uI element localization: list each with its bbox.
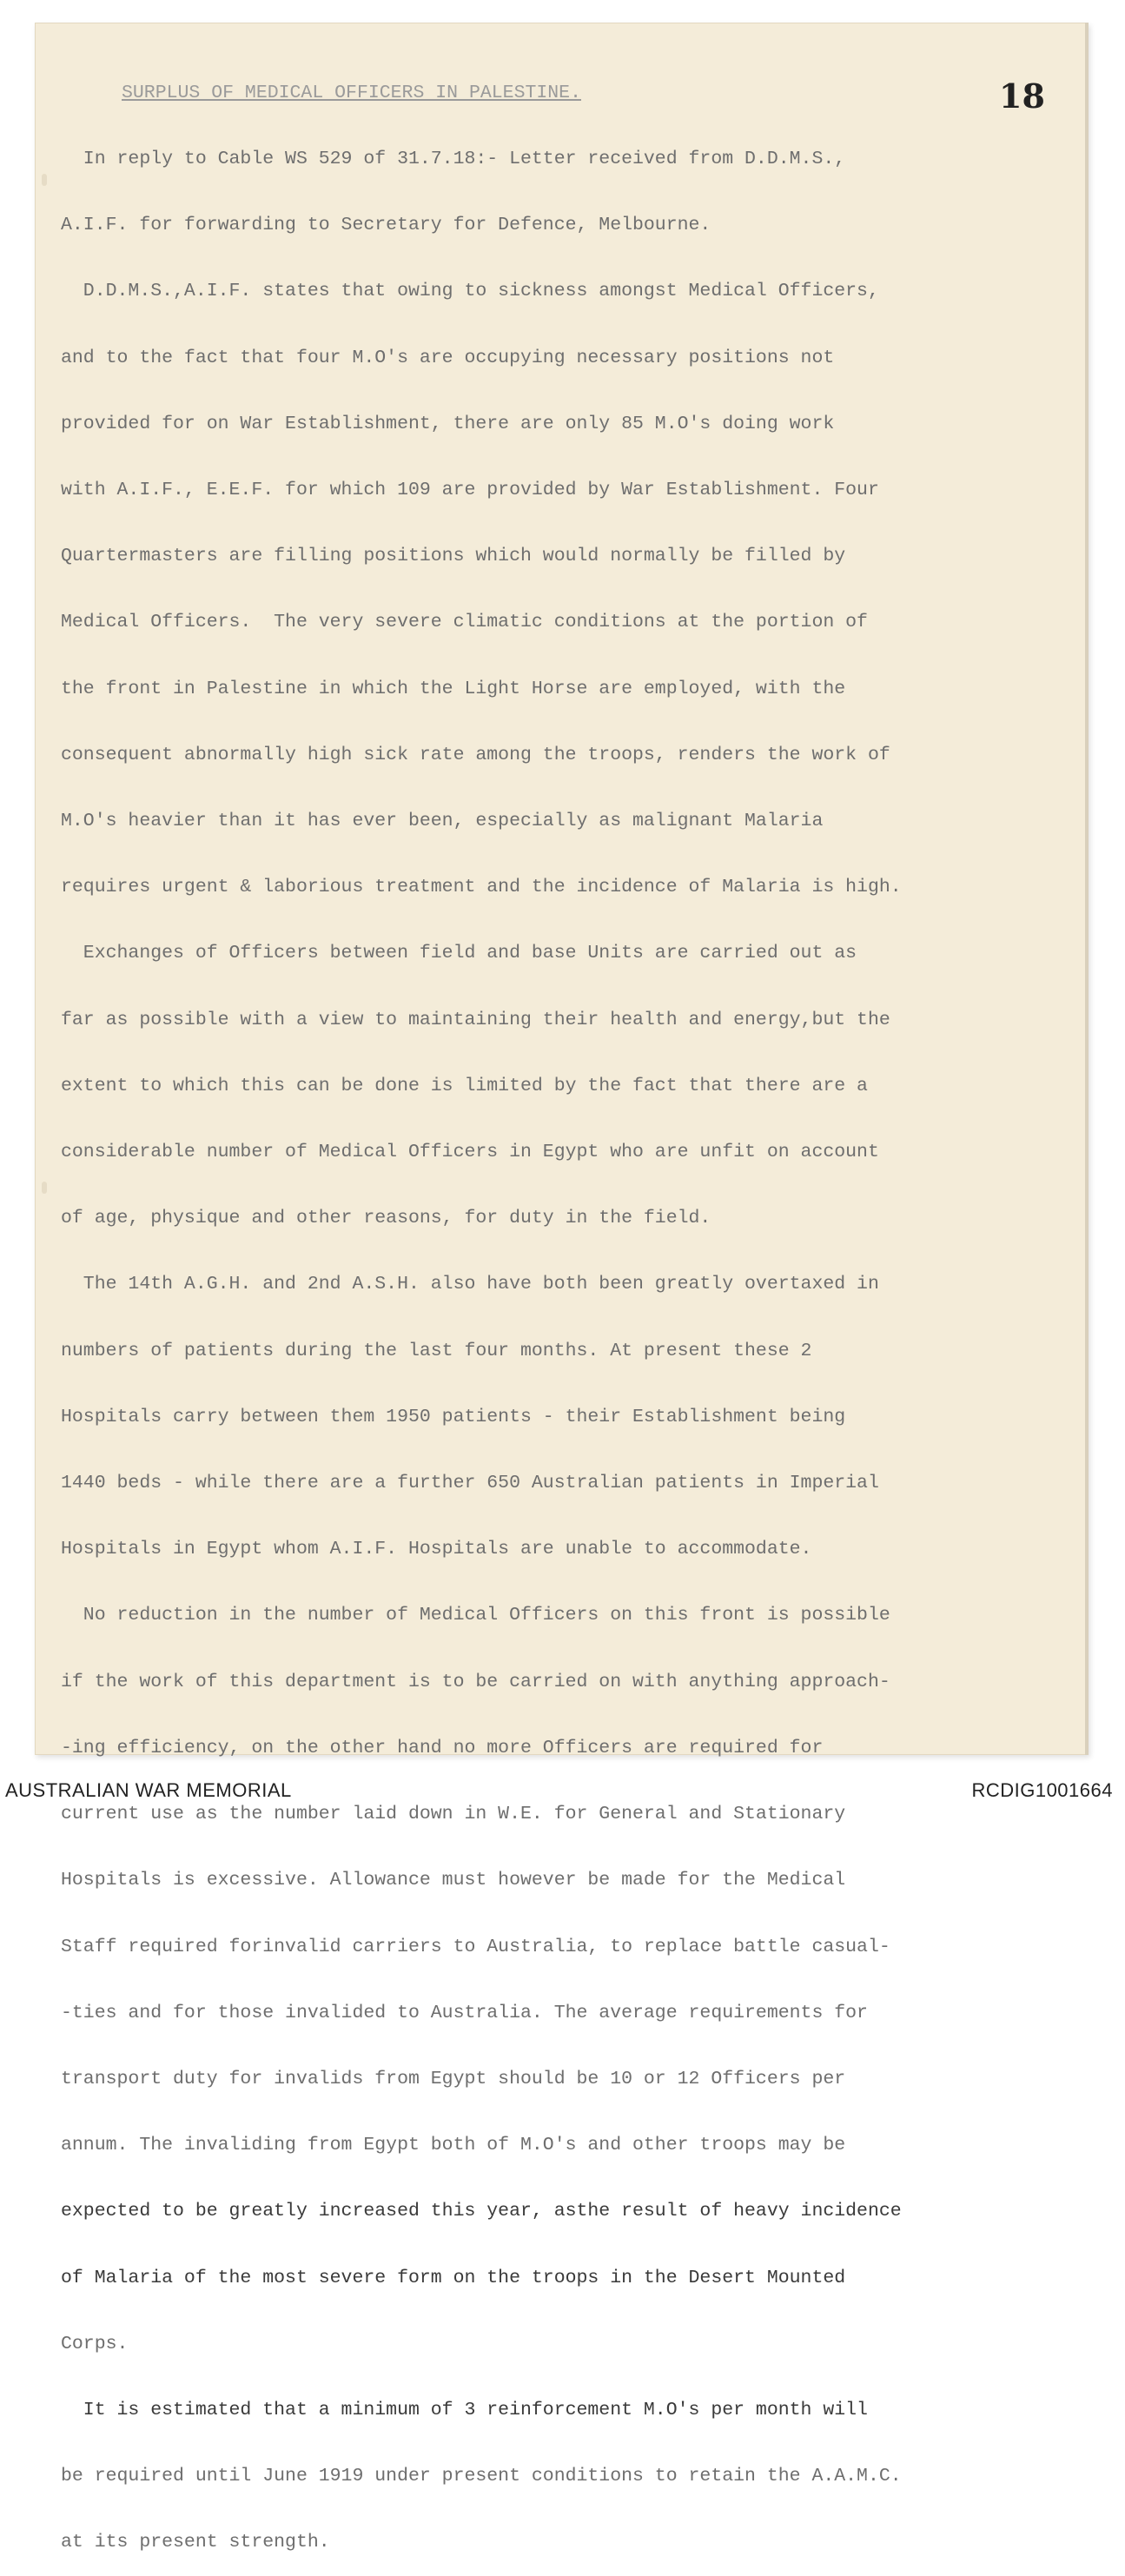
text-line: and to the fact that four M.O's are occupying necessary positions not bbox=[61, 347, 835, 368]
text-line: D.D.M.S.,A.I.F. states that owing to sickness amongst Medical Officers, bbox=[61, 281, 879, 302]
text-line: of age, physique and other reasons, for duty in the field. bbox=[61, 1208, 711, 1229]
text-line: Medical Officers. The very severe climatic conditions at the portion of bbox=[61, 612, 868, 633]
text-line: extent to which this can be done is limited by the fact that there are a bbox=[61, 1075, 868, 1096]
text-line: requires urgent & laborious treatment and the incidence of Malaria is high. bbox=[61, 877, 902, 898]
text-line: the front in Palestine in which the Light Horse are employed, with the bbox=[61, 678, 846, 699]
text-line: No reduction in the number of Medical Officers on this front is possible bbox=[61, 1605, 890, 1626]
footer-institution: AUSTRALIAN WAR MEMORIAL bbox=[5, 1779, 292, 1801]
page-number: 18 bbox=[999, 76, 1045, 116]
text-line: In reply to Cable WS 529 of 31.7.18:- Letter received from D.D.M.S., bbox=[61, 149, 846, 170]
document-heading: SURPLUS OF MEDICAL OFFICERS IN PALESTINE. bbox=[122, 82, 581, 103]
text-line: -ties and for those invalided to Australia. The average requirements for bbox=[61, 2002, 868, 2023]
text-line: at its present strength. bbox=[61, 2532, 330, 2553]
text-line: Hospitals in Egypt whom A.I.F. Hospitals are unable to accommodate. bbox=[61, 1539, 812, 1560]
text-line: Quartermasters are filling positions which would normally be filled by bbox=[61, 546, 846, 567]
punch-mark bbox=[42, 174, 47, 186]
footer-record-id: RCDIG1001664 bbox=[971, 1779, 1113, 1801]
text-line: -ing efficiency, on the other hand no more Officers are required for bbox=[61, 1737, 824, 1758]
text-line: annum. The invaliding from Egypt both of M.O's and other troops may be bbox=[61, 2135, 846, 2156]
text-line: considerable number of Medical Officers in Egypt who are unfit on account bbox=[61, 1142, 879, 1163]
text-line: consequent abnormally high sick rate among the troops, renders the work of bbox=[61, 744, 890, 765]
punch-mark bbox=[42, 1182, 47, 1194]
text-line: Corps. bbox=[61, 2333, 129, 2354]
text-line: if the work of this department is to be carried on with anything approach- bbox=[61, 1671, 890, 1692]
text-line: Exchanges of Officers between field and base Units are carried out as bbox=[61, 943, 857, 964]
text-line: It is estimated that a minimum of 3 reinforcement M.O's per month will bbox=[61, 2399, 868, 2420]
text-line: current use as the number laid down in W.E. for General and Stationary bbox=[61, 1804, 846, 1825]
text-line: numbers of patients during the last four months. At present these 2 bbox=[61, 1340, 812, 1361]
text-line: A.I.F. for forwarding to Secretary for Defence, Melbourne. bbox=[61, 215, 711, 236]
text-line: M.O's heavier than it has ever been, especially as malignant Malaria bbox=[61, 811, 824, 832]
text-line: transport duty for invalids from Egypt should be 10 or 12 Officers per bbox=[61, 2068, 846, 2089]
text-line: 1440 beds - while there are a further 650 Australian patients in Imperial bbox=[61, 1473, 879, 1494]
text-line: far as possible with a view to maintaining their health and energy,but the bbox=[61, 1009, 890, 1030]
text-line: be required until June 1919 under present conditions to retain the A.A.M.C. bbox=[61, 2466, 902, 2487]
text-line: Staff required forinvalid carriers to Australia, to replace battle casual- bbox=[61, 1936, 890, 1957]
text-line: Hospitals carry between them 1950 patients - their Establishment being bbox=[61, 1406, 846, 1427]
letter-body bbox=[61, 38, 1086, 2576]
text-line: of Malaria of the most severe form on the troops in the Desert Mounted bbox=[61, 2267, 846, 2288]
text-line: Hospitals is excessive. Allowance must however be made for the Medical bbox=[61, 1870, 846, 1891]
text-line: expected to be greatly increased this year, asthe result of heavy incidence bbox=[61, 2201, 902, 2222]
text-line: The 14th A.G.H. and 2nd A.S.H. also have both been greatly overtaxed in bbox=[61, 1274, 879, 1295]
text-line: with A.I.F., E.E.F. for which 109 are provided by War Establishment. Four bbox=[61, 480, 879, 501]
text-line: provided for on War Establishment, there are only 85 M.O's doing work bbox=[61, 413, 835, 434]
